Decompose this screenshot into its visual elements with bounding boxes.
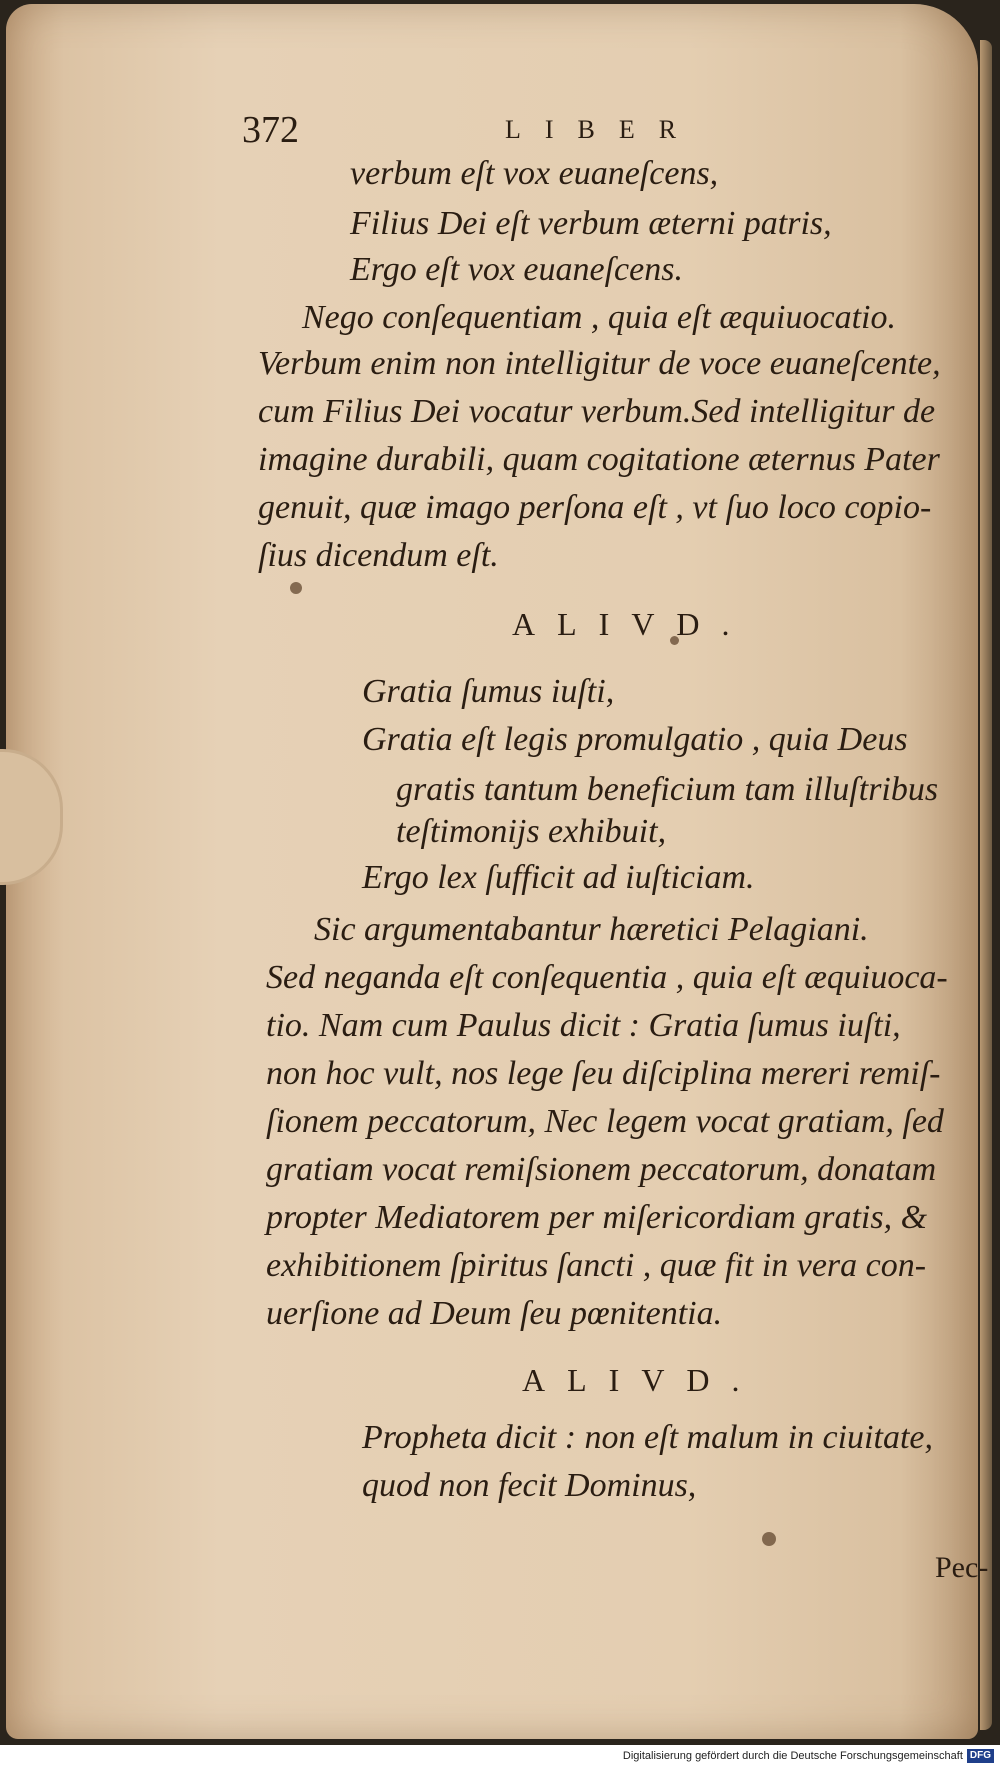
text-line: Ergo eſt vox euaneſcens. <box>350 251 683 288</box>
section-heading: ALIVD. <box>522 1362 762 1398</box>
text-line: Sic argumentabantur hæretici Pelagiani. <box>314 911 869 948</box>
text-line: Gratia ſumus iuſti, <box>362 673 615 710</box>
text-line: exhibitionem ſpiritus ſancti , quæ fit in vera con- <box>266 1247 927 1284</box>
text-line: propter Mediatorem per miſericordiam gratis, & <box>266 1199 928 1236</box>
text-line: non hoc vult, nos lege ſeu diſciplina mereri remiſ- <box>266 1055 941 1092</box>
text-line: quod non fecit Dominus, <box>362 1467 697 1504</box>
text-line: tio. Nam cum Paulus dicit : Gratia ſumus iuſti, <box>266 1007 901 1044</box>
text-line: Filius Dei eſt verbum æterni patris, <box>350 205 832 242</box>
ink-spot <box>762 1532 776 1546</box>
funding-notice: Digitalisierung gefördert durch die Deutsche Forschungsgemeinschaft <box>622 1750 963 1763</box>
text-line: Ergo lex ſufficit ad iuſticiam. <box>362 859 755 896</box>
text-line: teſtimonijs exhibuit, <box>396 813 667 850</box>
text-line: Propheta dicit : non eſt malum in ciuitate, <box>362 1419 933 1456</box>
text-line: gratiam vocat remiſsionem peccatorum, donatam <box>266 1151 937 1188</box>
dfg-logo: DFG <box>967 1749 994 1763</box>
page-tab-mark <box>0 749 63 885</box>
section-heading: ALIVD. <box>512 606 752 642</box>
text-line: genuit, quæ imago perſona eſt , vt ſuo loco copio- <box>258 489 932 526</box>
text-line: imagine durabili, quam cogitatione æternus Pater <box>258 441 940 478</box>
text-line: cum Filius Dei vocatur verbum.Sed intelligitur de <box>258 393 936 430</box>
text-line: verbum eſt vox euaneſcens, <box>350 155 719 192</box>
text-line: ſionem peccatorum, Nec legem vocat gratiam, ſed <box>266 1103 944 1140</box>
running-head: LIBER <box>505 115 701 144</box>
digitization-footer <box>0 1745 1000 1767</box>
catchword: Pec- <box>935 1551 989 1584</box>
text-line: gratis tantum beneficium tam illuſtribus <box>396 771 939 808</box>
text-line: Nego conſequentiam , quia eſt æquiuocatio. <box>302 299 896 336</box>
ink-spot <box>290 582 302 594</box>
text-line: ſius dicendum eſt. <box>258 537 499 574</box>
page-number: 372 <box>242 109 299 151</box>
text-line: Sed neganda eſt conſequentia , quia eſt æquiuoca- <box>266 959 948 996</box>
page-edge <box>980 40 992 1730</box>
text-line: uerſione ad Deum ſeu pœnitentia. <box>266 1295 723 1332</box>
text-line: Gratia eſt legis promulgatio , quia Deus <box>362 721 908 758</box>
text-line: Verbum enim non intelligitur de voce euaneſcente, <box>258 345 941 382</box>
